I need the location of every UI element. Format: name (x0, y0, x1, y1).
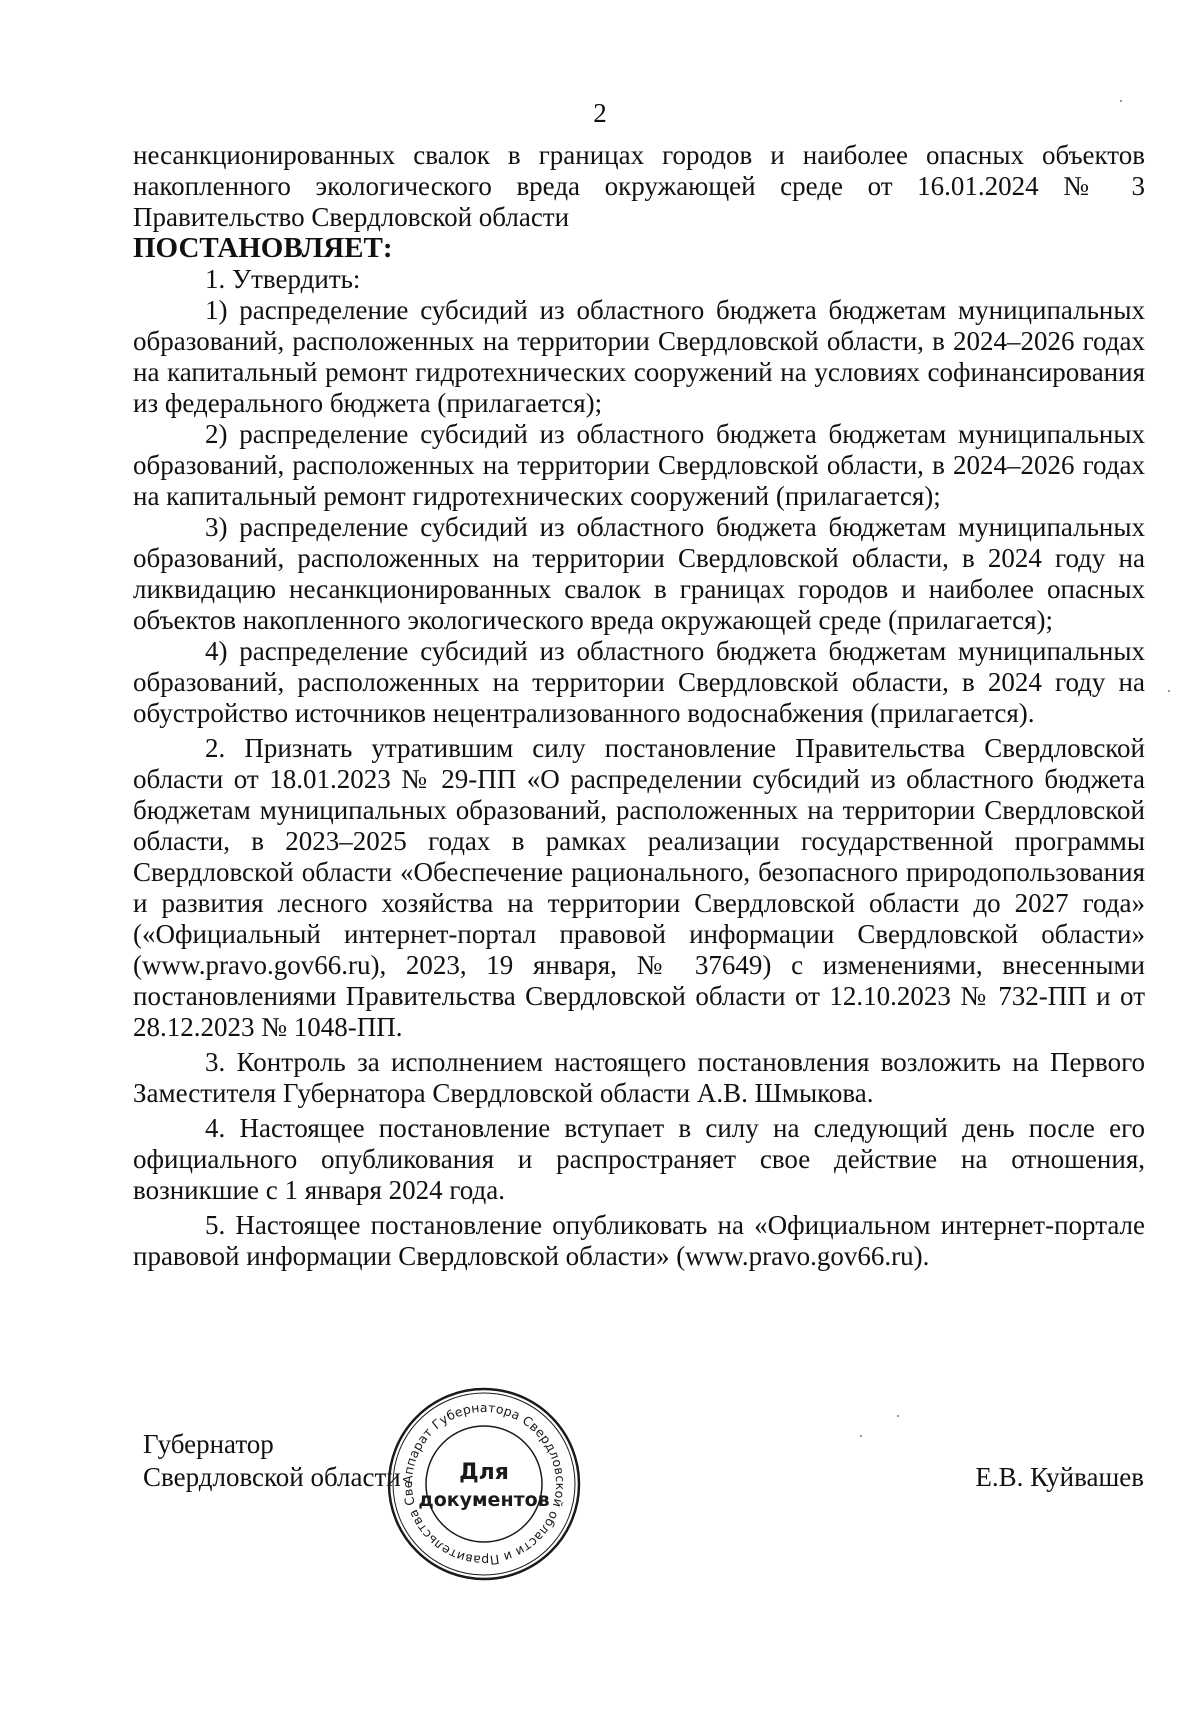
item-1-3: 3) распределение субсидий из областного бюджета бюджетам муниципальных образований, расположенных на территории Свердловской области, в 2024 году на ликвидацию несанкционированных свалок в границах городов и наиболее опасных объектов накопленного экологического вреда окружающей среде (прилагается); (133, 512, 1145, 635)
signatory-name: Е.В. Куйвашев (975, 1462, 1144, 1492)
item-3-control: 3. Контроль за исполнением настоящего постановления возложить на Первого Заместителя Губернатора Свердловской области А.В. Шмыкова. (133, 1047, 1145, 1108)
item-4-effective: 4. Настоящее постановление вступает в силу на следующий день после его официального опубликования и распространяет свое действие на отношения, возникшие с 1 января 2024 года. (133, 1113, 1145, 1205)
signatory-position (143, 1428, 401, 1494)
signatory-position-line2: Свердловской области (143, 1462, 401, 1492)
item-1-1: 1) распределение субсидий из областного бюджета бюджетам муниципальных образований, расположенных на территории Свердловской области, в 2024–2026 годах на капитальный ремонт гидротехнических сооружений на условиях софинансирования из федерального бюджета (прилагается); (133, 295, 1145, 418)
item-1-4: 4) распределение субсидий из областного бюджета бюджетам муниципальных образований, расположенных на территории Свердловской области, в 2024 году на обустройство источников нецентрализованного водоснабжения (прилагается). (133, 636, 1145, 728)
resolves-heading: ПОСТАНОВЛЯЕТ: (133, 232, 393, 264)
document-body (133, 140, 1145, 1272)
stamp-seal-icon (384, 1384, 584, 1584)
item-5-publish: 5. Настоящее постановление опубликовать на «Официальном интернет-портале правовой информации Свердловской области» (www.pravo.gov66.ru). (133, 1210, 1145, 1271)
item-2-repeal: 2. Признать утратившим силу постановление Правительства Свердловской области от 18.01.2023 № 29-ПП «О распределении субсидий из областного бюджета бюджетам муниципальных образований, расположенных на территории Свердловской области, в 2023–2025 годах в рамках реализации государственной программы Свердловской области «Обеспечение рационального, безопасного природопользования и развития лесного хозяйства на территории Свердловской области до 2027 года» («Официальный интернет-портал правовой информации Свердловской области» (www.pravo.gov66.ru), 2023, 19 января, № 37649) с изменениями, внесенными постановлениями Правительства Свердловской области от 12.10.2023 № 732-ПП и от 28.12.2023 № 1048-ПП. (133, 733, 1145, 1042)
stamp-outer-text: Аппарат Губернатора Свердловской области и Правительства Све (399, 1399, 569, 1569)
signatory-position-line1: Губернатор (143, 1429, 274, 1459)
scan-speck (860, 1435, 862, 1437)
paragraph-intro-continuation: несанкционированных свалок в границах городов и наиболее опасных объектов накопленного экологического вреда окружающей среде от 16.01.2024 № 3 Правительство Свердловской области (133, 140, 1145, 232)
stamp-center-line1: Для (459, 1460, 509, 1485)
item-1-approve: 1. Утвердить: (205, 264, 361, 294)
scan-speck (1168, 690, 1170, 692)
stamp-center-line2: документов (418, 1489, 550, 1511)
page-number: 2 (593, 98, 607, 128)
scan-speck (897, 1415, 899, 1417)
item-1-2: 2) распределение субсидий из областного бюджета бюджетам муниципальных образований, расположенных на территории Свердловской области, в 2024–2026 годах на капитальный ремонт гидротехнических сооружений (прилагается); (133, 419, 1145, 511)
official-stamp (384, 1384, 584, 1584)
scan-speck (1120, 100, 1122, 102)
